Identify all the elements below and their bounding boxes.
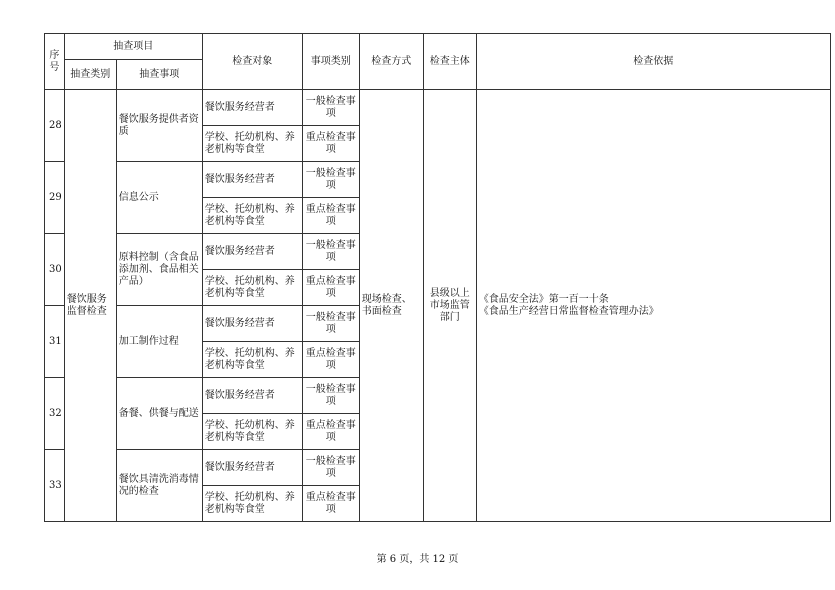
target-cell: 学校、托幼机构、养老机构等食堂	[202, 198, 302, 234]
header-subject: 检查主体	[423, 34, 476, 90]
subject-cell: 县级以上市场监管部门	[423, 90, 476, 522]
type-cell: 一般检查事项	[302, 162, 359, 198]
target-cell: 学校、托幼机构、养老机构等食堂	[202, 486, 302, 522]
header-basis: 检查依据	[476, 34, 830, 90]
type-cell: 一般检查事项	[302, 306, 359, 342]
target-cell: 餐饮服务经营者	[202, 306, 302, 342]
type-cell: 重点检查事项	[302, 486, 359, 522]
row-number: 28	[45, 90, 65, 162]
header-item-group: 抽查项目	[64, 34, 202, 60]
type-cell: 一般检查事项	[302, 90, 359, 126]
row-number: 32	[45, 378, 65, 450]
target-cell: 学校、托幼机构、养老机构等食堂	[202, 342, 302, 378]
header-seq: 序号	[45, 34, 65, 90]
category-cell: 餐饮服务监督检查	[64, 90, 116, 522]
header-target: 检查对象	[202, 34, 302, 90]
matter-cell: 原料控制（含食品添加剂、食品相关产品）	[116, 234, 202, 306]
page-footer: 第 6 页，共 12 页	[376, 554, 459, 565]
type-cell: 一般检查事项	[302, 378, 359, 414]
matter-cell: 加工制作过程	[116, 306, 202, 378]
row-number: 33	[45, 450, 65, 522]
target-cell: 餐饮服务经营者	[202, 162, 302, 198]
row-number: 29	[45, 162, 65, 234]
method-cell: 现场检查、书面检查	[359, 90, 423, 522]
row-number: 31	[45, 306, 65, 378]
type-cell: 重点检查事项	[302, 126, 359, 162]
header-matter: 抽查事项	[116, 60, 202, 90]
target-cell: 餐饮服务经营者	[202, 378, 302, 414]
basis-cell: 《食品安全法》第一百一十条 《食品生产经营日常监督检查管理办法》	[476, 90, 830, 522]
matter-cell: 备餐、供餐与配送	[116, 378, 202, 450]
type-cell: 重点检查事项	[302, 270, 359, 306]
target-cell: 餐饮服务经营者	[202, 234, 302, 270]
type-cell: 重点检查事项	[302, 342, 359, 378]
table-row	[45, 90, 831, 126]
target-cell: 学校、托幼机构、养老机构等食堂	[202, 414, 302, 450]
header-category: 抽查类别	[64, 60, 116, 90]
type-cell: 重点检查事项	[302, 414, 359, 450]
target-cell: 餐饮服务经营者	[202, 450, 302, 486]
header-method: 检查方式	[359, 34, 423, 90]
inspection-table	[44, 33, 831, 522]
header-type: 事项类别	[302, 34, 359, 90]
type-cell: 一般检查事项	[302, 450, 359, 486]
row-number: 30	[45, 234, 65, 306]
target-cell: 学校、托幼机构、养老机构等食堂	[202, 270, 302, 306]
type-cell: 一般检查事项	[302, 234, 359, 270]
matter-cell: 信息公示	[116, 162, 202, 234]
matter-cell: 餐饮具清洗消毒情况的检查	[116, 450, 202, 522]
type-cell: 重点检查事项	[302, 198, 359, 234]
target-cell: 学校、托幼机构、养老机构等食堂	[202, 126, 302, 162]
target-cell: 餐饮服务经营者	[202, 90, 302, 126]
matter-cell: 餐饮服务提供者资质	[116, 90, 202, 162]
table-body	[45, 90, 831, 522]
